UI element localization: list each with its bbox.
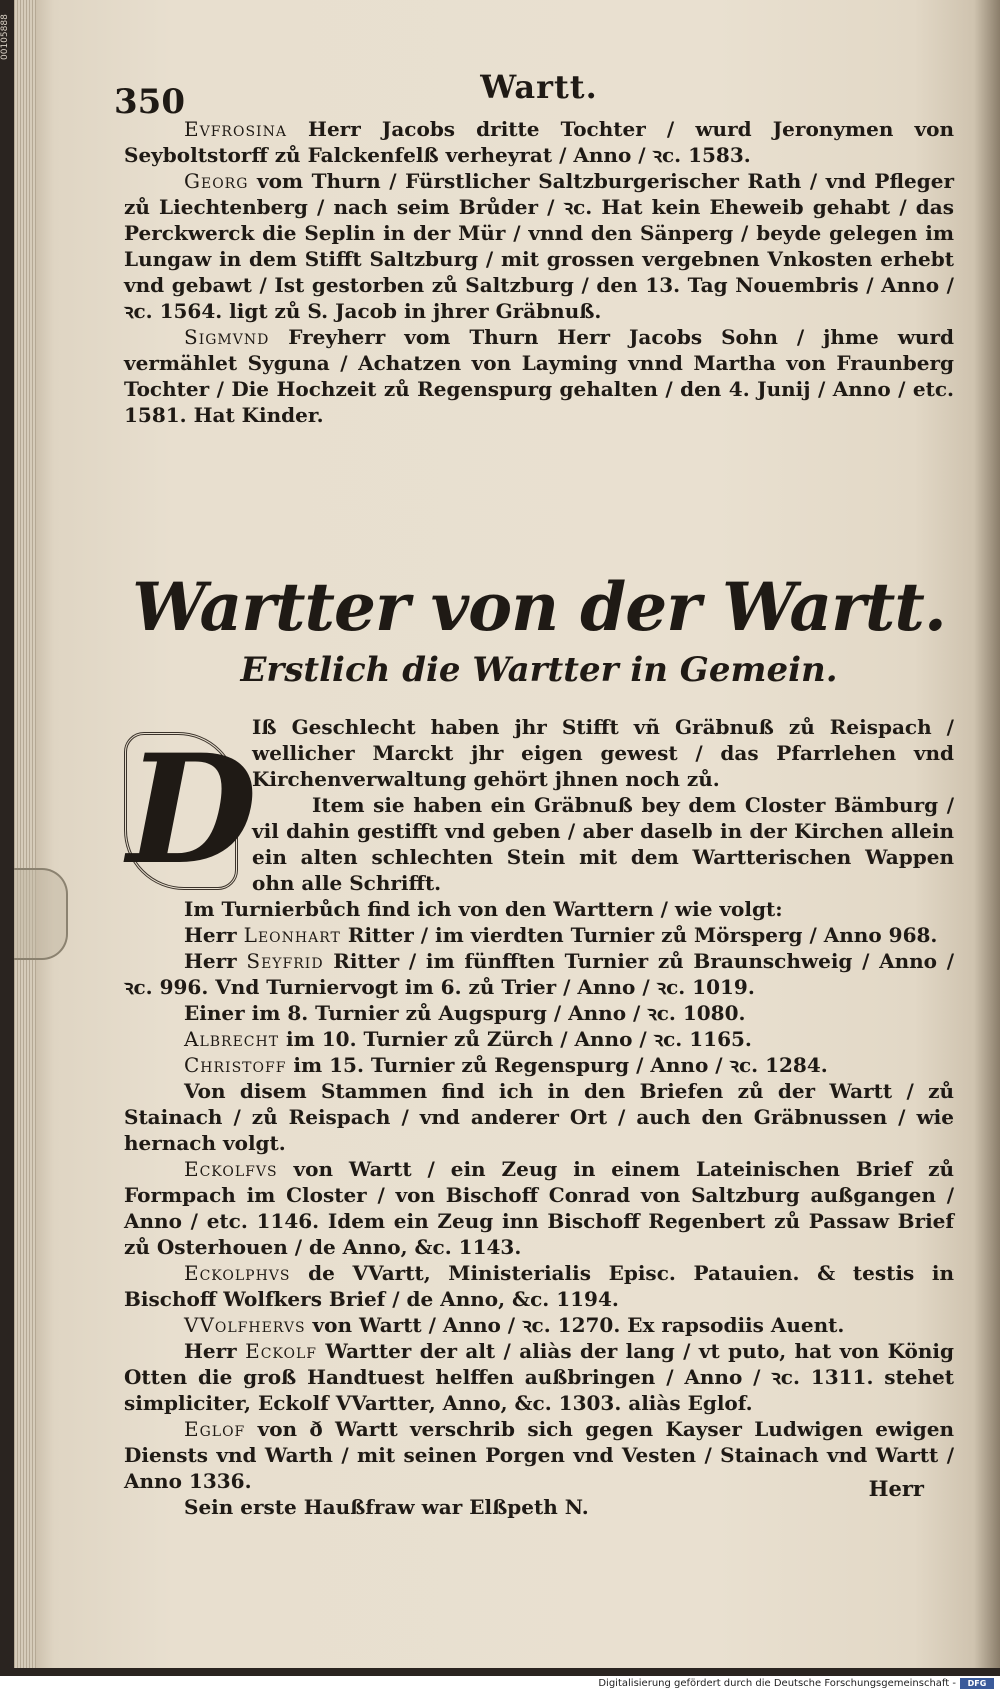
paragraph-intro: Iß Geschlecht haben jhr Stifft vñ Gräbnuß zů Reispach / wellicher Marckt jhr eigen gewest / das Pfarrlehen vnd Kirchenverwaltung gehört jhnen noch zů.: [252, 715, 954, 791]
person-name: Eckolf: [245, 1339, 317, 1363]
paragraph-christoff: [124, 1052, 954, 1078]
paragraph-eckolfus: [124, 1156, 954, 1260]
person-name: Sigmvnd: [184, 325, 270, 349]
paragraph-eckolphus: [124, 1260, 954, 1312]
person-name: Seyfrid: [246, 949, 324, 973]
title-prefix: Herr: [184, 949, 247, 973]
title-prefix: Herr: [184, 1339, 246, 1363]
main-title: Wartter von der Wartt.: [132, 568, 946, 646]
person-name: Evfrosina: [184, 117, 287, 141]
paragraph-text: von Wartt / Anno / ꝛc. 1270. Ex rapsodiis Auent.: [305, 1313, 845, 1337]
paragraph-eglof: [124, 1416, 954, 1494]
person-name: Albrecht: [184, 1027, 280, 1051]
catchword: Herr: [868, 1476, 924, 1501]
paragraph-albrecht: [124, 1026, 954, 1052]
subtitle: Erstlich die Wartter in Gemein.: [240, 650, 838, 690]
paragraph-text: vom Thurn / Fürstlicher Saltzburgerischer Rath / vnd Pfleger zů Liechtenberg / nach seim Brůder / ꝛc. Hat kein Eheweib gehabt / das Perckwerck die Seplin in der Mür / vnnd den Sänperg / beyde gelegen im Lungaw in dem Stifft Saltzburg / mit grossen vergebnen Vnkosten erhebt vnd gebawt / Ist gestorben zů Saltzburg / den 13. Tag Nouembris / Anno / ꝛc. 1564. ligt zů S. Jacob in jhrer Gräbnuß.: [124, 169, 954, 323]
paragraph-einer: Einer im 8. Turnier zů Augspurg / Anno / ꝛc. 1080.: [184, 1001, 746, 1025]
paragraph-text: im 15. Turnier zů Regenspurg / Anno / ꝛc. 1284.: [286, 1053, 828, 1077]
paragraph-evfrosina: [124, 116, 954, 168]
paragraph-text: Herr Jacobs dritte Tochter / wurd Jeronymen von Seyboltstorff zů Falckenfelß verheyrat / Anno / ꝛc. 1583.: [124, 117, 954, 167]
paragraph-text: Ritter / im vierdten Turnier zů Mörsperg / Anno 968.: [340, 923, 938, 947]
book-page: [14, 0, 1000, 1668]
body-section: [124, 714, 954, 1520]
person-name: Eckolphvs: [184, 1261, 291, 1285]
section-title: [124, 568, 954, 692]
page-edges: [14, 0, 36, 1668]
person-name: Eglof: [184, 1417, 246, 1441]
paragraph-text: de VVartt, Ministerialis Episc. Patauien. & testis in Bischoff Wolfkers Brief / de Anno, &c. 1194.: [124, 1261, 954, 1311]
paragraph-seyfrid: [124, 948, 954, 1000]
person-name: Christoff: [184, 1053, 287, 1077]
paragraph-text: Ritter / im fünfften Turnier zů Braunschweig / Anno / ꝛc. 996. Vnd Turniervogt im 6. zů Trier / Anno / ꝛc. 1019.: [124, 949, 954, 999]
decorated-initial: D: [124, 732, 238, 890]
paragraph-sigmund: [124, 324, 954, 428]
dfg-logo-icon: DFG: [960, 1678, 994, 1689]
person-name: Eckolfvs: [184, 1157, 278, 1181]
paragraph-haussfraw: Sein erste Haußfraw war Elßpeth N.: [184, 1495, 589, 1519]
footer-credit: Digitalisierung gefördert durch die Deutsche Forschungsgemeinschaft -: [598, 1678, 956, 1689]
paragraph-text: im 10. Turnier zů Zürch / Anno / ꝛc. 1165.: [279, 1027, 752, 1051]
paragraph-intro2: Item sie haben ein Gräbnuß bey dem Closter Bämburg / vil dahin gestifft vnd geben / aber daselb in der Kirchen allein ein alten schlechten Stein mit dem Wartterischen Wappen ohn alle Schrifft.: [252, 793, 954, 895]
paragraph-leonhart: [124, 922, 954, 948]
paragraph-georg: [124, 168, 954, 324]
paragraph-text: von Wartt / ein Zeug in einem Lateinischen Brief zů Formpach im Closter / von Bischoff Conrad von Saltzburg außgangen / Anno / etc. 1146. Idem ein Zeug inn Bischoff Regenbert zů Passaw Brief zů Osterhouen / de Anno, &c. 1143.: [124, 1157, 954, 1259]
paragraph-text: Wartter der alt / aliàs der lang / vt puto, hat von König Otten die groß Handtuest helffen außbringen / Anno / ꝛc. 1311. stehet simpliciter, Eckolf VVartter, Anno, &c. 1303. aliàs Eglof.: [124, 1339, 954, 1415]
paragraph-text: Freyherr vom Thurn Herr Jacobs Sohn / jhme wurd vermählet Syguna / Achatzen von Layming vnnd Martha von Fraunberg Tochter / Die Hochzeit zů Regenspurg gehalten / den 4. Junij / Anno / etc. 1581. Hat Kinder.: [124, 325, 954, 427]
title-prefix: Herr: [184, 923, 244, 947]
page-number: 350: [114, 82, 185, 122]
person-name: Leonhart: [243, 923, 341, 947]
archive-id: 00105888: [0, 14, 10, 60]
running-head: Wartt.: [480, 68, 598, 106]
footer-bar: [0, 1676, 1000, 1692]
paragraph-stammen: Von disem Stammen find ich in den Briefen zů der Wartt / zů Stainach / zů Reispach / vnd anderer Ort / auch den Gräbnussen / wie hernach volgt.: [124, 1079, 954, 1155]
paragraph-eckolf: [124, 1338, 954, 1416]
paragraph-wolfherus: [124, 1312, 954, 1338]
top-section: [124, 116, 954, 428]
paragraph-text: von ð Wartt verschrib sich gegen Kayser Ludwigen ewigen Diensts vnd Warth / mit seinen Porgen vnd Vesten / Stainach vnd Wartt / Anno 1336.: [124, 1417, 954, 1493]
person-name: VVolfhervs: [184, 1313, 306, 1337]
person-name: Georg: [184, 169, 249, 193]
page-header: [114, 60, 954, 122]
book-clip: [14, 868, 68, 960]
paragraph-turnierbuch: Im Turnierbůch find ich von den Warttern / wie volgt:: [184, 897, 783, 921]
